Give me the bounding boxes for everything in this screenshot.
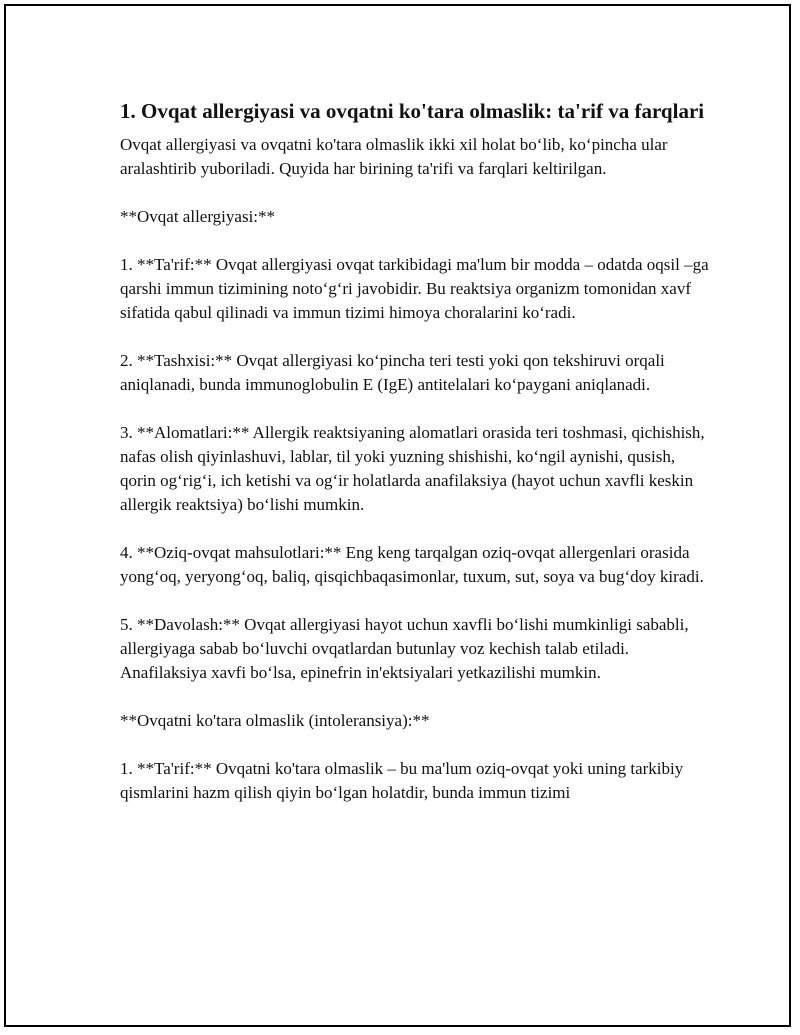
document-content [120, 97, 710, 829]
section-heading-intolerance: **Ovqatni ko'tara olmaslik (intoleransiya):** [120, 711, 430, 730]
paragraph-intolerance-definition: 1. **Ta'rif:** Ovqatni ko'tara olmaslik – bu ma'lum oziq-ovqat yoki uning tarkibiy qismlarini hazm qilish qiyin bo‘lgan holatdir, bunda immun tizimi [120, 759, 684, 802]
document-page [4, 4, 791, 1027]
document-heading: 1. Ovqat allergiyasi va ovqatni ko'tara olmaslik: ta'rif va farqlari [120, 99, 705, 123]
paragraph-allergy-symptoms: 3. **Alomatlari:** Allergik reaktsiyaning alomatlari orasida teri toshmasi, qichishish, nafas olish qiyinlashuvi, lablar, til yoki yuzning shishishi, ko‘ngil aynishi, qusish, qorin og‘rig‘i, ich ketishi va og‘ir holatlarda anafilaksiya (hayot uchun xavfli keskin allergik reaktsiya) bo‘lishi mumkin. [120, 423, 705, 514]
paragraph-allergy-treatment: 5. **Davolash:** Ovqat allergiyasi hayot uchun xavfli bo‘lishi mumkinligi sababli, allergiyaga sabab bo‘luvchi ovqatlardan butunlay voz kechish talab etiladi. Anafilaksiya xavfi bo‘lsa, epinefrin in'ektsiyalari yetkazilishi mumkin. [120, 615, 689, 682]
paragraph-allergy-foods: 4. **Oziq-ovqat mahsulotlari:** Eng keng tarqalgan oziq-ovqat allergenlari orasida yong‘oq, yeryong‘oq, baliq, qisqichbaqasimonlar, tuxum, sut, soya va bug‘doy kiradi. [120, 543, 704, 586]
paragraph-allergy-diagnosis: 2. **Tashxisi:** Ovqat allergiyasi ko‘pincha teri testi yoki qon tekshiruvi orqali aniqlanadi, bunda immunoglobulin E (IgE) antitelalari ko‘paygani aniqlanadi. [120, 351, 665, 394]
section-heading-allergy: **Ovqat allergiyasi:** [120, 207, 276, 226]
paragraph-intro: Ovqat allergiyasi va ovqatni ko'tara olmaslik ikki xil holat bo‘lib, ko‘pincha ular aralashtirib yuboriladi. Quyida har birining ta'rifi va farqlari keltirilgan. [120, 135, 668, 178]
paragraph-allergy-definition: 1. **Ta'rif:** Ovqat allergiyasi ovqat tarkibidagi ma'lum bir modda – odatda oqsil –ga qarshi immun tizimining noto‘g‘ri javobidir. Bu reaktsiya organizm tomonidan xavf sifatida qabul qilinadi va immun tizimi himoya choralarini ko‘radi. [120, 255, 709, 322]
